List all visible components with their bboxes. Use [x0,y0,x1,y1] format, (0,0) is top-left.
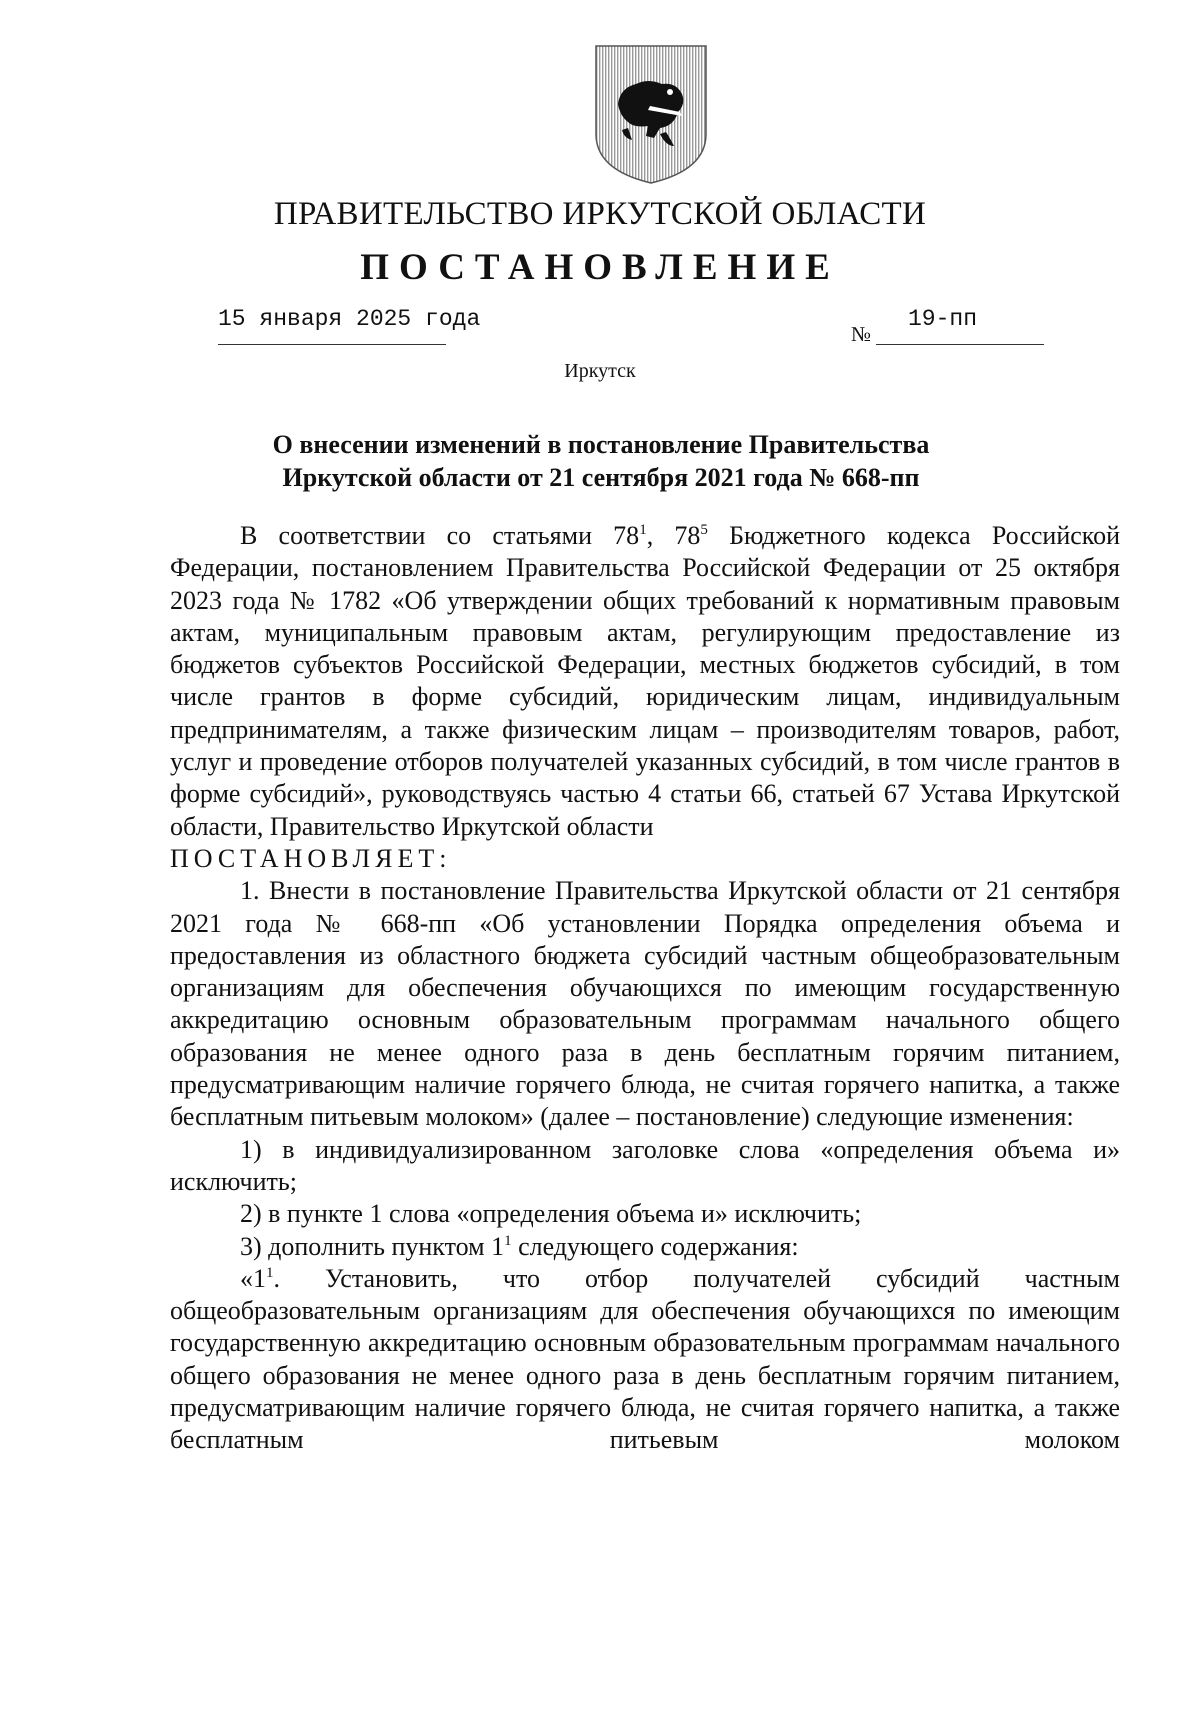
government-name: ПРАВИТЕЛЬСТВО ИРКУТСКОЙ ОБЛАСТИ [273,196,927,232]
subitem-1-paragraph: 1) в индивидуализированном заголовке слова «определения объема и» исключить; [170,1134,1120,1196]
number-sign: № [851,322,872,346]
document-date-field [218,306,481,345]
preamble-text-b: , 78 [646,521,701,550]
irkutsk-coat-of-arms-icon [590,42,712,187]
document-title [170,428,1032,494]
preamble-text-c: Бюджетного кодекса Российской Федерации, постановлением Правительства Российской Федерации от 25 октября 2023 года № 1782 «Об утверждении общих требований к нормативным правовым актам, муниципальным правовым актам, регулирующим предоставление из бюджетов субъектов Российской Федерации, местных бюджетов субсидий, в том числе грантов в форме субсидий, юридическим лицам, индивидуальным предпринимателям, а также физическим лицам – производителям товаров, работ, услуг и проведение отборов получателей указанных субсидий, в том числе грантов в форме субсидий», руководствуясь частью 4 статьи 66, статьей 67 Устава Иркутской области, Правительство Иркутской области [170,521,1120,841]
document-number-field [876,306,1044,345]
subitem-3-text-b: следующего содержания: [511,1231,799,1261]
decree-word: ПОСТАНОВЛЯЕТ: [170,843,452,873]
subitem-3-paragraph [170,1231,1120,1263]
preamble-paragraph [170,520,1120,843]
document-city: Иркутск [564,360,636,382]
subitem-2-paragraph: 2) в пункте 1 слова «определения объема и» исключить; [240,1199,862,1229]
new-item-paragraph [170,1263,1120,1457]
document-body [170,520,1120,1457]
superscript: 1 [639,522,647,538]
new-item-text-a: «1 [240,1263,266,1293]
new-item-text-b: . Установить, что отбор получателей субсидий частным общеобразовательным организациям для обеспечения обучающихся по имеющим государственную аккредитацию основным образовательным программам начального общего образования не менее одного раза в день бесплатным горячим питанием, предусматривающим наличие горячего блюда, не считая горячего напитка, а также бесплатным питьевым молоком [170,1263,1120,1455]
document-title-line-2: Иркутской области от 21 сентября 2021 года № 668-пп [282,463,920,492]
superscript: 5 [700,522,708,538]
document-title-line-1: О внесении изменений в постановление Правительства [272,430,930,459]
preamble-text-a: В соответствии со статьями 78 [240,521,640,550]
subitem-3-text-a: 3) дополнить пунктом 1 [240,1231,505,1261]
document-number: 19-пп [908,306,978,332]
superscript: 1 [504,1232,512,1249]
superscript: 1 [266,1264,274,1281]
document-date: 15 января 2025 года [218,306,481,332]
item-1-paragraph: 1. Внести в постановление Правительства Иркутской области от 21 сентября 2021 года № 668-пп «Об установлении Порядка определения объема и предоставления из областного бюджета субсидий частным общеобразовательным организациям для обеспечения обучающихся по имеющим государственную аккредитацию основным образовательным программам начального общего образования не менее одного раза в день бесплатным горячим питанием, предусматривающим наличие горячего блюда, не считая горячего напитка, а также бесплатным питьевым молоком» (далее – постановление) следующие изменения: [170,876,1120,1132]
document-type: ПОСТАНОВЛЕНИЕ [360,247,840,288]
